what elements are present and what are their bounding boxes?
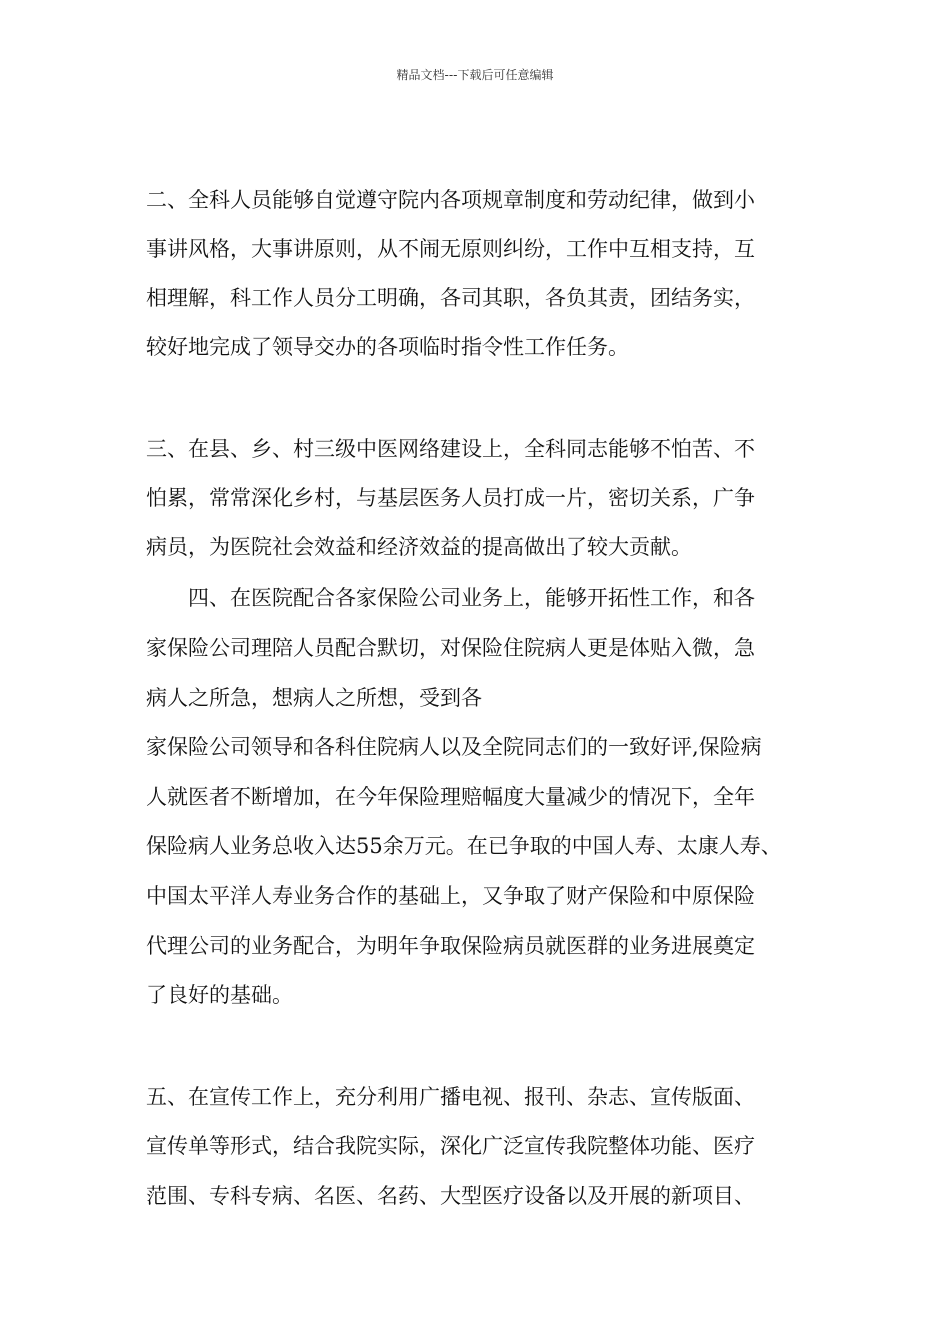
text-line: 二、全科人员能够自觉遵守院内各项规章制度和劳动纪律，做到小	[146, 188, 755, 212]
text-line: 病员，为医院社会效益和经济效益的提高做出了较大贡献。	[146, 535, 692, 559]
text-line: 了良好的基础。	[146, 983, 293, 1007]
text-line: 宣传单等形式，结合我院实际，深化广泛宣传我院整体功能、医疗	[146, 1134, 755, 1158]
text-line: 家保险公司理陪人员配合默切，对保险住院病人更是体贴入微，急	[146, 636, 755, 660]
page-header: 精品文档---下载后可任意编辑	[396, 68, 554, 82]
text-line: 家保险公司领导和各科住院病人以及全院同志们的一致好评,保险病	[146, 735, 762, 759]
text-line: 中国太平洋人寿业务合作的基础上，又争取了财产保险和中原保险	[146, 884, 755, 908]
text-line: 病人之所急，想病人之所想，受到各	[146, 686, 482, 710]
text-line: 相理解，科工作人员分工明确，各司其职，各负其责，团结务实，	[146, 286, 755, 310]
text-line: 较好地完成了领导交办的各项临时指令性工作任务。	[146, 335, 629, 359]
text-line: 五、在宣传工作上，充分利用广播电视、报刊、杂志、宣传版面、	[146, 1085, 755, 1109]
text-line: 范围、专科专病、名医、名药、大型医疗设备以及开展的新项目、	[146, 1184, 755, 1208]
text-line: 代理公司的业务配合，为明年争取保险病员就医群的业务进展奠定	[146, 934, 755, 958]
text-line: 四、在医院配合各家保险公司业务上，能够开拓性工作，和各	[146, 586, 755, 610]
text-line: 事讲风格，大事讲原则，从不闹无原则纠纷，工作中互相支持，互	[146, 237, 755, 261]
text-line: 保险病人业务总收入达55余万元。在已争取的中国人寿、太康人寿、	[146, 834, 782, 858]
text-line: 三、在县、乡、村三级中医网络建设上，全科同志能够不怕苦、不	[146, 437, 755, 461]
text-line: 人就医者不断增加，在今年保险理赔幅度大量减少的情况下，全年	[146, 785, 755, 809]
text-line: 怕累，常常深化乡村，与基层医务人员打成一片，密切关系，广争	[146, 486, 755, 510]
